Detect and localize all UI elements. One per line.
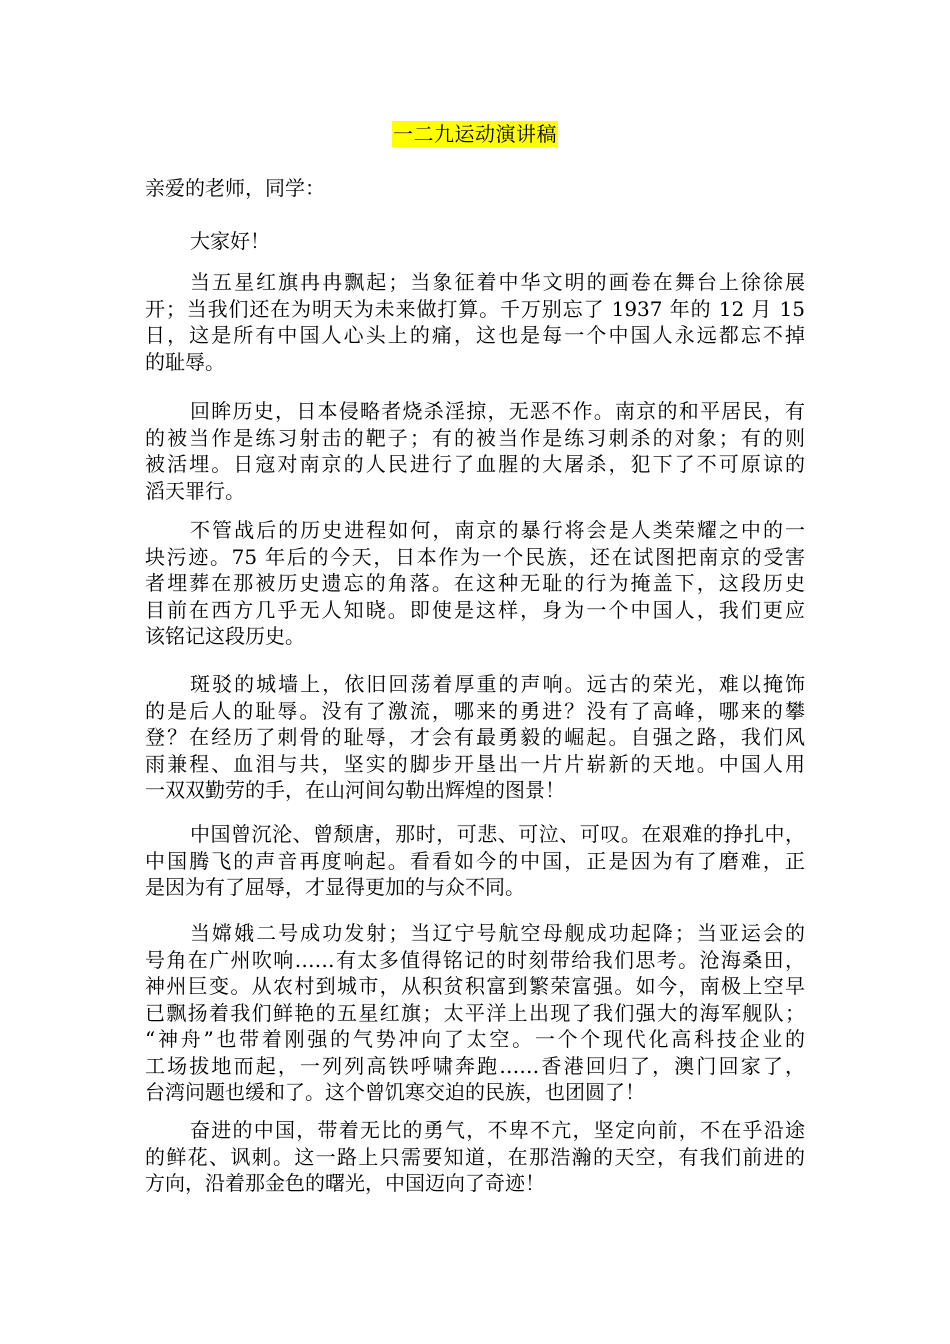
paragraph-line: 的是后人的耻辱。没有了激流，哪来的勇进？没有了高峰，哪来的攀 [145, 698, 805, 723]
paragraph-line: 台湾问题也缓和了。这个曾饥寒交迫的民族，也团圆了！ [145, 1080, 645, 1104]
paragraph-line: 被活埋。日寇对南京的人民进行了血腥的大屠杀，犯下了不可原谅的 [145, 452, 805, 476]
paragraph-line: 斑驳的城墙上，依旧回荡着厚重的声响。远古的荣光，难以掩饰 [190, 672, 805, 696]
salutation: 亲爱的老师，同学： [145, 176, 325, 200]
paragraph-line: 已飘扬着我们鲜艳的五星红旗；太平洋上出现了我们强大的海军舰队； [145, 1000, 805, 1025]
paragraph-7 [145, 1117, 805, 1197]
paragraph-line: 中国腾飞的声音再度响起。看看如今的中国，正是因为有了磨难，正 [145, 848, 805, 873]
paragraph-line: 登？在经历了刺骨的耻辱，才会有最勇毅的崛起。自强之路，我们风 [145, 725, 805, 749]
paragraph-line: 雨兼程、血泪与共，坚实的脚步开垦出一片片崭新的天地。中国人用 [145, 751, 805, 776]
paragraph-line: 一双双勤劳的手，在山河间勾勒出辉煌的图景！ [145, 778, 565, 802]
paragraph-4 [145, 671, 805, 804]
paragraph-line: 的被当作是练习射击的靶子；有的被当作是练习刺杀的对象；有的则 [145, 425, 805, 450]
paragraph-3 [145, 517, 805, 650]
paragraph-line: 奋进的中国，带着无比的勇气，不卑不亢，坚定向前，不在乎沿途 [190, 1118, 805, 1142]
title-container [0, 121, 950, 147]
paragraph-line: 滔天罪行。 [145, 478, 245, 503]
paragraph-line: 者埋葬在那被历史遗忘的角落。在这种无耻的行为掩盖下，这段历史 [145, 571, 805, 595]
paragraph-line: 开；当我们还在为明天为未来做打算。千万别忘了 1937 年的 12 月 15 [145, 296, 805, 321]
paragraph-line: 目前在西方几乎无人知晓。即使是这样，身为一个中国人，我们更应 [145, 597, 805, 622]
paragraph-5 [145, 821, 805, 901]
paragraph-line: 神州巨变。从农村到城市，从积贫积富到繁荣富强。如今，南极上空早 [145, 974, 805, 998]
paragraph-line: “神舟”也带着刚强的气势冲向了太空。一个个现代化高科技企业的 [145, 1027, 805, 1051]
paragraph-line: 当嫦娥二号成功发射；当辽宁号航空母舰成功起降；当亚运会的 [190, 921, 805, 945]
paragraph-line: 号角在广州吹响……有太多值得铭记的时刻带给我们思考。沧海桑田， [145, 947, 805, 972]
paragraph-line: 回眸历史，日本侵略者烧杀淫掠，无恶不作。南京的和平居民，有 [190, 399, 805, 423]
paragraph-line: 的耻辱。 [145, 349, 225, 374]
paragraph-line: 块污迹。75 年后的今天，日本作为一个民族，还在试图把南京的受害 [145, 544, 805, 569]
paragraph-6 [145, 920, 805, 1106]
paragraph-2 [145, 398, 805, 504]
paragraph-1 [145, 269, 805, 375]
paragraph-line: 工场拔地而起，一列列高铁呼啸奔跑……香港回归了，澳门回家了， [145, 1053, 805, 1078]
paragraph-line: 是因为有了屈辱，才显得更加的与众不同。 [145, 875, 525, 899]
paragraph-line: 方向，沿着那金色的曙光，中国迈向了奇迹！ [145, 1171, 545, 1195]
paragraph-line: 该铭记这段历史。 [145, 624, 305, 648]
paragraph-line: 日，这是所有中国人心头上的痛，这也是每一个中国人永远都忘不掉 [145, 323, 805, 347]
greeting: 大家好！ [190, 229, 270, 253]
document-title: 一二九运动演讲稿 [393, 122, 557, 146]
paragraph-line: 不管战后的历史进程如何，南京的暴行将会是人类荣耀之中的一 [190, 518, 805, 542]
paragraph-line: 的鲜花、讽刺。这一路上只需要知道，在那浩瀚的天空，有我们前进的 [145, 1144, 805, 1169]
paragraph-line: 中国曾沉沦、曾颓唐，那时，可悲、可泣、可叹。在艰难的挣扎中， [190, 822, 805, 846]
paragraph-line: 当五星红旗冉冉飘起；当象征着中华文明的画卷在舞台上徐徐展 [190, 270, 805, 294]
